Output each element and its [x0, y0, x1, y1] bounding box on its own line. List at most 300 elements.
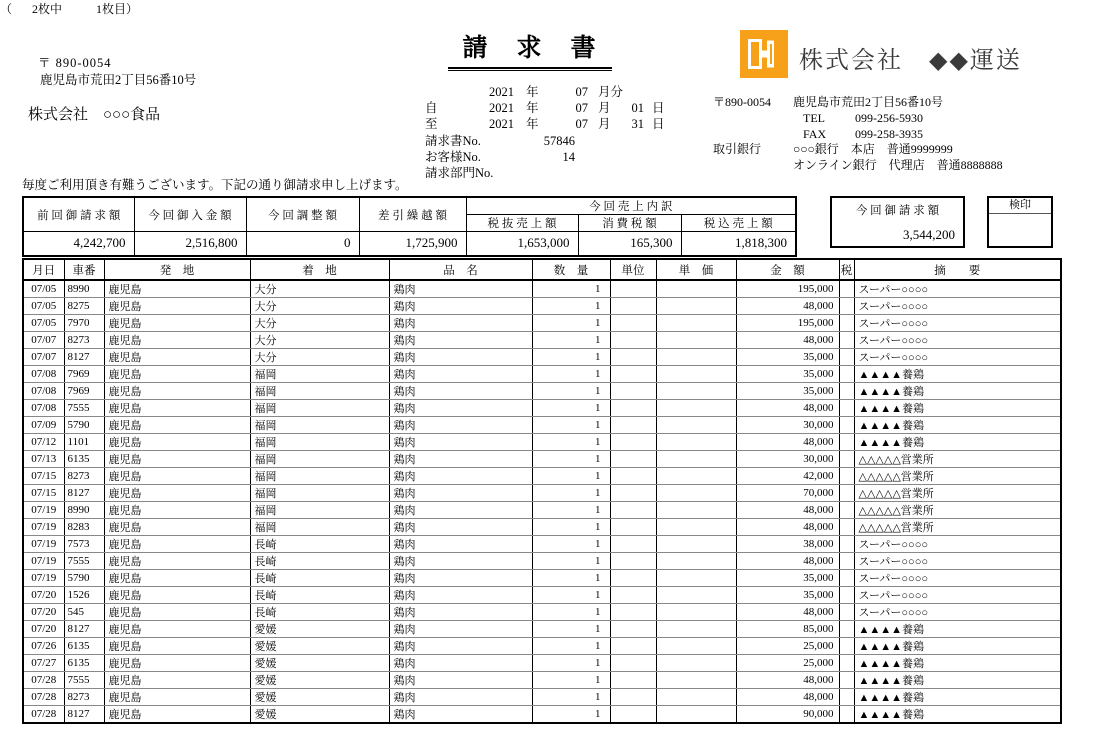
cell-quantity: 1 — [532, 672, 610, 689]
cell-tax — [839, 468, 854, 485]
cell-unit-price — [656, 621, 736, 638]
table-row — [23, 672, 1061, 689]
cell-car-number: 8990 — [64, 502, 104, 519]
table-row — [23, 298, 1061, 315]
cell-amount: 42,000 — [736, 468, 839, 485]
cell-quantity: 1 — [532, 502, 610, 519]
table-row — [23, 502, 1061, 519]
issuer-bank1-row: 取引銀行 ○○○銀行 本店 普通9999999 — [713, 142, 953, 157]
cell-car-number: 7555 — [64, 553, 104, 570]
cell-amount: 25,000 — [736, 638, 839, 655]
cell-unit — [610, 706, 656, 724]
cell-unit — [610, 519, 656, 536]
billing-month-row: 2021 年 07 月分 — [425, 84, 666, 100]
cell-origin: 鹿児島 — [104, 672, 250, 689]
cell-unit — [610, 485, 656, 502]
cell-origin: 鹿児島 — [104, 553, 250, 570]
cell-item: 鶏肉 — [389, 332, 532, 349]
summary-value-sales-excl-tax: 1,653,000 — [466, 232, 578, 256]
invoice-number-row: 請求書No. 57846 — [425, 133, 575, 148]
table-row — [23, 383, 1061, 400]
summary-header-sales-incl-tax: 税 込 売 上 額 — [681, 215, 796, 232]
col-header-destination: 着 地 — [250, 259, 389, 280]
cell-date: 07/28 — [23, 672, 64, 689]
cell-unit-price — [656, 349, 736, 366]
cell-origin: 鹿児島 — [104, 519, 250, 536]
cell-tax — [839, 417, 854, 434]
cell-item: 鶏肉 — [389, 349, 532, 366]
cell-amount: 48,000 — [736, 502, 839, 519]
issuer-bank1: ○○○銀行 本店 普通9999999 — [793, 142, 953, 157]
current-billed-total-label: 今 回 御 請 求 額 — [855, 205, 940, 217]
cell-destination: 福岡 — [250, 468, 389, 485]
cell-tax — [839, 502, 854, 519]
table-row — [23, 349, 1061, 366]
period-to-row: 至 2021 年 07 月 31 日 — [425, 117, 665, 132]
cell-unit-price — [656, 672, 736, 689]
cell-destination: 大分 — [250, 298, 389, 315]
cell-car-number: 8990 — [64, 280, 104, 298]
cell-car-number: 6135 — [64, 451, 104, 468]
summary-header-current-sales-breakdown: 今 回 売 上 内 訳 — [466, 197, 796, 215]
cell-note: △△△△△営業所 — [854, 451, 1061, 468]
cell-date: 07/19 — [23, 519, 64, 536]
cell-unit-price — [656, 451, 736, 468]
customer-number-row: お客様No. 14 — [425, 149, 575, 164]
cell-tax — [839, 400, 854, 417]
billing-year: 2021 — [489, 85, 514, 99]
cell-note: スーパー○○○○ — [854, 315, 1061, 332]
cell-tax — [839, 349, 854, 366]
cell-item: 鶏肉 — [389, 638, 532, 655]
cell-quantity: 1 — [532, 298, 610, 315]
cell-unit — [610, 315, 656, 332]
table-row — [23, 400, 1061, 417]
to-day: 31 — [631, 117, 644, 132]
cell-item: 鶏肉 — [389, 417, 532, 434]
table-row — [23, 485, 1061, 502]
cell-amount: 48,000 — [736, 604, 839, 621]
cell-note: スーパー○○○○ — [854, 553, 1061, 570]
issuer-address-row — [713, 95, 1003, 111]
cell-unit — [610, 280, 656, 298]
cell-tax — [839, 298, 854, 315]
cell-date: 07/19 — [23, 536, 64, 553]
cell-unit-price — [656, 519, 736, 536]
cell-amount: 48,000 — [736, 672, 839, 689]
cell-unit — [610, 451, 656, 468]
cell-unit — [610, 604, 656, 621]
sheet-counter: （ 2枚中 1枚目） — [0, 2, 139, 16]
cell-tax — [839, 570, 854, 587]
cell-quantity: 1 — [532, 587, 610, 604]
cell-unit-price — [656, 689, 736, 706]
table-row — [23, 366, 1061, 383]
cell-tax — [839, 621, 854, 638]
cell-item: 鶏肉 — [389, 451, 532, 468]
cell-destination: 福岡 — [250, 502, 389, 519]
cell-date: 07/26 — [23, 638, 64, 655]
cell-destination: 大分 — [250, 332, 389, 349]
sheet-total: 2枚中 — [32, 2, 63, 16]
cell-item: 鶏肉 — [389, 383, 532, 400]
cell-origin: 鹿児島 — [104, 604, 250, 621]
cell-date: 07/15 — [23, 485, 64, 502]
col-header-tax: 税 — [839, 259, 854, 280]
cell-amount: 90,000 — [736, 706, 839, 724]
cell-quantity: 1 — [532, 468, 610, 485]
cell-date: 07/05 — [23, 315, 64, 332]
cell-date: 07/15 — [23, 468, 64, 485]
cell-car-number: 1101 — [64, 434, 104, 451]
cell-item: 鶏肉 — [389, 536, 532, 553]
cell-destination: 愛媛 — [250, 638, 389, 655]
summary-value-previous-billed: 4,242,700 — [23, 232, 134, 256]
cell-unit-price — [656, 536, 736, 553]
cell-note: スーパー○○○○ — [854, 587, 1061, 604]
cell-amount: 30,000 — [736, 451, 839, 468]
cell-tax — [839, 672, 854, 689]
cell-car-number: 7573 — [64, 536, 104, 553]
col-header-item: 品 名 — [389, 259, 532, 280]
col-header-unit-price: 単 価 — [656, 259, 736, 280]
cell-quantity: 1 — [532, 655, 610, 672]
cell-date: 07/07 — [23, 332, 64, 349]
issuer-bank2: オンライン銀行 代理店 普通8888888 — [793, 158, 1003, 173]
summary-header-carried-balance: 差 引 繰 越 額 — [359, 197, 466, 232]
cell-amount: 48,000 — [736, 553, 839, 570]
cell-date: 07/13 — [23, 451, 64, 468]
table-row — [23, 638, 1061, 655]
cell-destination: 長崎 — [250, 553, 389, 570]
col-header-date: 月日 — [23, 259, 64, 280]
cell-origin: 鹿児島 — [104, 485, 250, 502]
table-row — [23, 332, 1061, 349]
summary-header-consumption-tax: 消 費 税 額 — [578, 215, 681, 232]
cell-quantity: 1 — [532, 451, 610, 468]
cell-unit — [610, 349, 656, 366]
cell-unit-price — [656, 468, 736, 485]
cell-tax — [839, 604, 854, 621]
cell-amount: 85,000 — [736, 621, 839, 638]
issuer-fax-row: FAX 099-258-3935 — [803, 126, 923, 141]
cell-tax — [839, 519, 854, 536]
cell-destination: 長崎 — [250, 587, 389, 604]
cell-item: 鶏肉 — [389, 400, 532, 417]
from-day: 01 — [631, 101, 644, 116]
cell-date: 07/19 — [23, 502, 64, 519]
cell-item: 鶏肉 — [389, 553, 532, 570]
cell-destination: 愛媛 — [250, 621, 389, 638]
summary-value-consumption-tax: 165,300 — [578, 232, 681, 256]
cell-unit-price — [656, 332, 736, 349]
cell-car-number: 8273 — [64, 332, 104, 349]
cell-quantity: 1 — [532, 570, 610, 587]
cell-quantity: 1 — [532, 315, 610, 332]
cell-amount: 48,000 — [736, 689, 839, 706]
approval-stamp-label: 検印 — [989, 198, 1051, 214]
cell-item: 鶏肉 — [389, 468, 532, 485]
table-row — [23, 451, 1061, 468]
cell-unit-price — [656, 587, 736, 604]
cell-origin: 鹿児島 — [104, 280, 250, 298]
billing-period-block — [425, 84, 666, 181]
cell-origin: 鹿児島 — [104, 332, 250, 349]
cell-amount: 35,000 — [736, 349, 839, 366]
cell-car-number: 5790 — [64, 417, 104, 434]
cell-unit — [610, 672, 656, 689]
table-row — [23, 621, 1061, 638]
cell-quantity: 1 — [532, 366, 610, 383]
cell-date: 07/07 — [23, 349, 64, 366]
sheet-current: 1枚目 — [96, 2, 127, 16]
cell-note: スーパー○○○○ — [854, 570, 1061, 587]
cell-amount: 35,000 — [736, 570, 839, 587]
cell-destination: 愛媛 — [250, 655, 389, 672]
cell-car-number: 8127 — [64, 621, 104, 638]
cell-amount: 38,000 — [736, 536, 839, 553]
cell-tax — [839, 366, 854, 383]
col-header-amount: 金 額 — [736, 259, 839, 280]
summary-header-adjustment: 今 回 調 整 額 — [246, 197, 359, 232]
cell-note: △△△△△営業所 — [854, 468, 1061, 485]
cell-tax — [839, 587, 854, 604]
cell-destination: 福岡 — [250, 366, 389, 383]
cell-car-number: 8127 — [64, 349, 104, 366]
col-header-note: 摘 要 — [854, 259, 1061, 280]
cell-note: △△△△△営業所 — [854, 519, 1061, 536]
cell-note: ▲▲▲▲養鶏 — [854, 417, 1061, 434]
cell-origin: 鹿児島 — [104, 621, 250, 638]
cell-car-number: 1526 — [64, 587, 104, 604]
table-row — [23, 655, 1061, 672]
cell-origin: 鹿児島 — [104, 536, 250, 553]
cell-car-number: 5790 — [64, 570, 104, 587]
cell-origin: 鹿児島 — [104, 434, 250, 451]
cell-origin: 鹿児島 — [104, 502, 250, 519]
cell-date: 07/08 — [23, 366, 64, 383]
cell-tax — [839, 689, 854, 706]
cell-unit — [610, 638, 656, 655]
cell-car-number: 545 — [64, 604, 104, 621]
cell-unit — [610, 689, 656, 706]
issuer-tel-row: TEL 099-256-5930 — [803, 110, 923, 125]
period-from-row: 自 2021 年 07 月 01 日 — [425, 101, 665, 116]
cell-destination: 長崎 — [250, 604, 389, 621]
cell-origin: 鹿児島 — [104, 349, 250, 366]
current-billed-total-value: 3,544,200 — [903, 227, 955, 242]
issuer-fax: 099-258-3935 — [855, 126, 923, 141]
cell-destination: 大分 — [250, 280, 389, 298]
cell-origin: 鹿児島 — [104, 655, 250, 672]
cell-amount: 35,000 — [736, 587, 839, 604]
cell-item: 鶏肉 — [389, 298, 532, 315]
cell-quantity: 1 — [532, 349, 610, 366]
cell-unit — [610, 587, 656, 604]
table-row — [23, 587, 1061, 604]
table-row — [23, 689, 1061, 706]
cell-amount: 70,000 — [736, 485, 839, 502]
cell-item: 鶏肉 — [389, 706, 532, 724]
cell-car-number: 7969 — [64, 383, 104, 400]
issuer-postal-code: 〒890-0054 — [713, 95, 771, 109]
cell-car-number: 7969 — [64, 366, 104, 383]
cell-quantity: 1 — [532, 485, 610, 502]
cell-car-number: 6135 — [64, 638, 104, 655]
cell-unit-price — [656, 553, 736, 570]
table-row — [23, 519, 1061, 536]
cell-quantity: 1 — [532, 400, 610, 417]
cell-date: 07/28 — [23, 689, 64, 706]
cell-amount: 48,000 — [736, 298, 839, 315]
cell-item: 鶏肉 — [389, 366, 532, 383]
cell-item: 鶏肉 — [389, 672, 532, 689]
cell-tax — [839, 536, 854, 553]
invoice-number: 57846 — [543, 133, 575, 148]
cell-note: スーパー○○○○ — [854, 349, 1061, 366]
cell-note: スーパー○○○○ — [854, 604, 1061, 621]
company-logo-icon — [740, 30, 788, 78]
cell-item: 鶏肉 — [389, 570, 532, 587]
from-month: 07 — [575, 101, 588, 116]
cell-note: ▲▲▲▲養鶏 — [854, 638, 1061, 655]
cell-item: 鶏肉 — [389, 315, 532, 332]
cell-note: スーパー○○○○ — [854, 536, 1061, 553]
cell-unit-price — [656, 638, 736, 655]
cell-tax — [839, 280, 854, 298]
cell-note: ▲▲▲▲養鶏 — [854, 655, 1061, 672]
cell-note: ▲▲▲▲養鶏 — [854, 366, 1061, 383]
cell-unit — [610, 502, 656, 519]
table-row — [23, 280, 1061, 298]
invoice-detail-table — [22, 258, 1062, 724]
cell-note: スーパー○○○○ — [854, 298, 1061, 315]
cell-date: 07/19 — [23, 553, 64, 570]
cell-unit-price — [656, 298, 736, 315]
table-row — [23, 604, 1061, 621]
cell-amount: 30,000 — [736, 417, 839, 434]
cell-item: 鶏肉 — [389, 621, 532, 638]
cell-unit — [610, 468, 656, 485]
cell-quantity: 1 — [532, 621, 610, 638]
issuer-address: 鹿児島市荒田2丁目56番10号 — [793, 95, 944, 109]
cell-destination: 福岡 — [250, 383, 389, 400]
from-year: 2021 — [489, 101, 514, 116]
cell-origin: 鹿児島 — [104, 417, 250, 434]
cell-amount: 48,000 — [736, 434, 839, 451]
cell-item: 鶏肉 — [389, 587, 532, 604]
cell-destination: 福岡 — [250, 451, 389, 468]
cell-unit-price — [656, 706, 736, 724]
cell-origin: 鹿児島 — [104, 366, 250, 383]
cell-unit — [610, 417, 656, 434]
cell-quantity: 1 — [532, 519, 610, 536]
cell-amount: 48,000 — [736, 400, 839, 417]
cell-date: 07/08 — [23, 400, 64, 417]
detail-header-row — [23, 259, 1061, 280]
table-row — [23, 706, 1061, 724]
summary-header-payment-received: 今 回 御 入 金 額 — [134, 197, 246, 232]
cell-quantity: 1 — [532, 434, 610, 451]
cell-origin: 鹿児島 — [104, 383, 250, 400]
cell-origin: 鹿児島 — [104, 315, 250, 332]
cell-quantity: 1 — [532, 332, 610, 349]
cell-origin: 鹿児島 — [104, 587, 250, 604]
table-row — [23, 434, 1061, 451]
cell-date: 07/08 — [23, 383, 64, 400]
cell-origin: 鹿児島 — [104, 298, 250, 315]
cell-unit-price — [656, 570, 736, 587]
cell-quantity: 1 — [532, 553, 610, 570]
cell-quantity: 1 — [532, 536, 610, 553]
billing-department-row: 請求部門No. — [425, 166, 494, 181]
col-header-unit: 単位 — [610, 259, 656, 280]
cell-date: 07/19 — [23, 570, 64, 587]
cell-amount: 195,000 — [736, 280, 839, 298]
cell-origin: 鹿児島 — [104, 451, 250, 468]
cell-note: ▲▲▲▲養鶏 — [854, 672, 1061, 689]
cell-car-number: 7555 — [64, 400, 104, 417]
cell-note: ▲▲▲▲養鶏 — [854, 400, 1061, 417]
table-row — [23, 315, 1061, 332]
current-billed-total-box — [830, 196, 965, 248]
cell-car-number: 8127 — [64, 485, 104, 502]
cell-destination: 長崎 — [250, 536, 389, 553]
cell-unit — [610, 298, 656, 315]
cell-tax — [839, 638, 854, 655]
page-title: 請 求 書 — [448, 28, 612, 69]
cell-item: 鶏肉 — [389, 485, 532, 502]
cell-tax — [839, 655, 854, 672]
cell-item: 鶏肉 — [389, 434, 532, 451]
cell-car-number: 8273 — [64, 468, 104, 485]
cell-amount: 48,000 — [736, 519, 839, 536]
cell-date: 07/09 — [23, 417, 64, 434]
cell-car-number: 8283 — [64, 519, 104, 536]
cell-unit-price — [656, 366, 736, 383]
to-year: 2021 — [489, 117, 514, 132]
cell-unit-price — [656, 604, 736, 621]
customer-number: 14 — [562, 149, 575, 164]
cell-unit — [610, 621, 656, 638]
cell-car-number: 6135 — [64, 655, 104, 672]
cell-destination: 愛媛 — [250, 689, 389, 706]
cell-date: 07/05 — [23, 280, 64, 298]
cell-unit-price — [656, 315, 736, 332]
summary-value-payment-received: 2,516,800 — [134, 232, 246, 256]
cell-quantity: 1 — [532, 689, 610, 706]
cell-amount: 195,000 — [736, 315, 839, 332]
cell-amount: 48,000 — [736, 332, 839, 349]
cell-note: ▲▲▲▲養鶏 — [854, 689, 1061, 706]
cell-amount: 35,000 — [736, 366, 839, 383]
cell-date: 07/28 — [23, 706, 64, 724]
cell-unit-price — [656, 383, 736, 400]
cell-date: 07/27 — [23, 655, 64, 672]
cell-tax — [839, 332, 854, 349]
cell-unit-price — [656, 280, 736, 298]
cell-destination: 福岡 — [250, 417, 389, 434]
invoice-table-body — [23, 280, 1061, 723]
cell-unit — [610, 366, 656, 383]
cell-quantity: 1 — [532, 417, 610, 434]
cell-destination: 福岡 — [250, 434, 389, 451]
to-month: 07 — [575, 117, 588, 132]
issuer-contact-block — [713, 95, 1003, 174]
cell-unit-price — [656, 655, 736, 672]
cell-date: 07/12 — [23, 434, 64, 451]
cell-note: スーパー○○○○ — [854, 280, 1061, 298]
